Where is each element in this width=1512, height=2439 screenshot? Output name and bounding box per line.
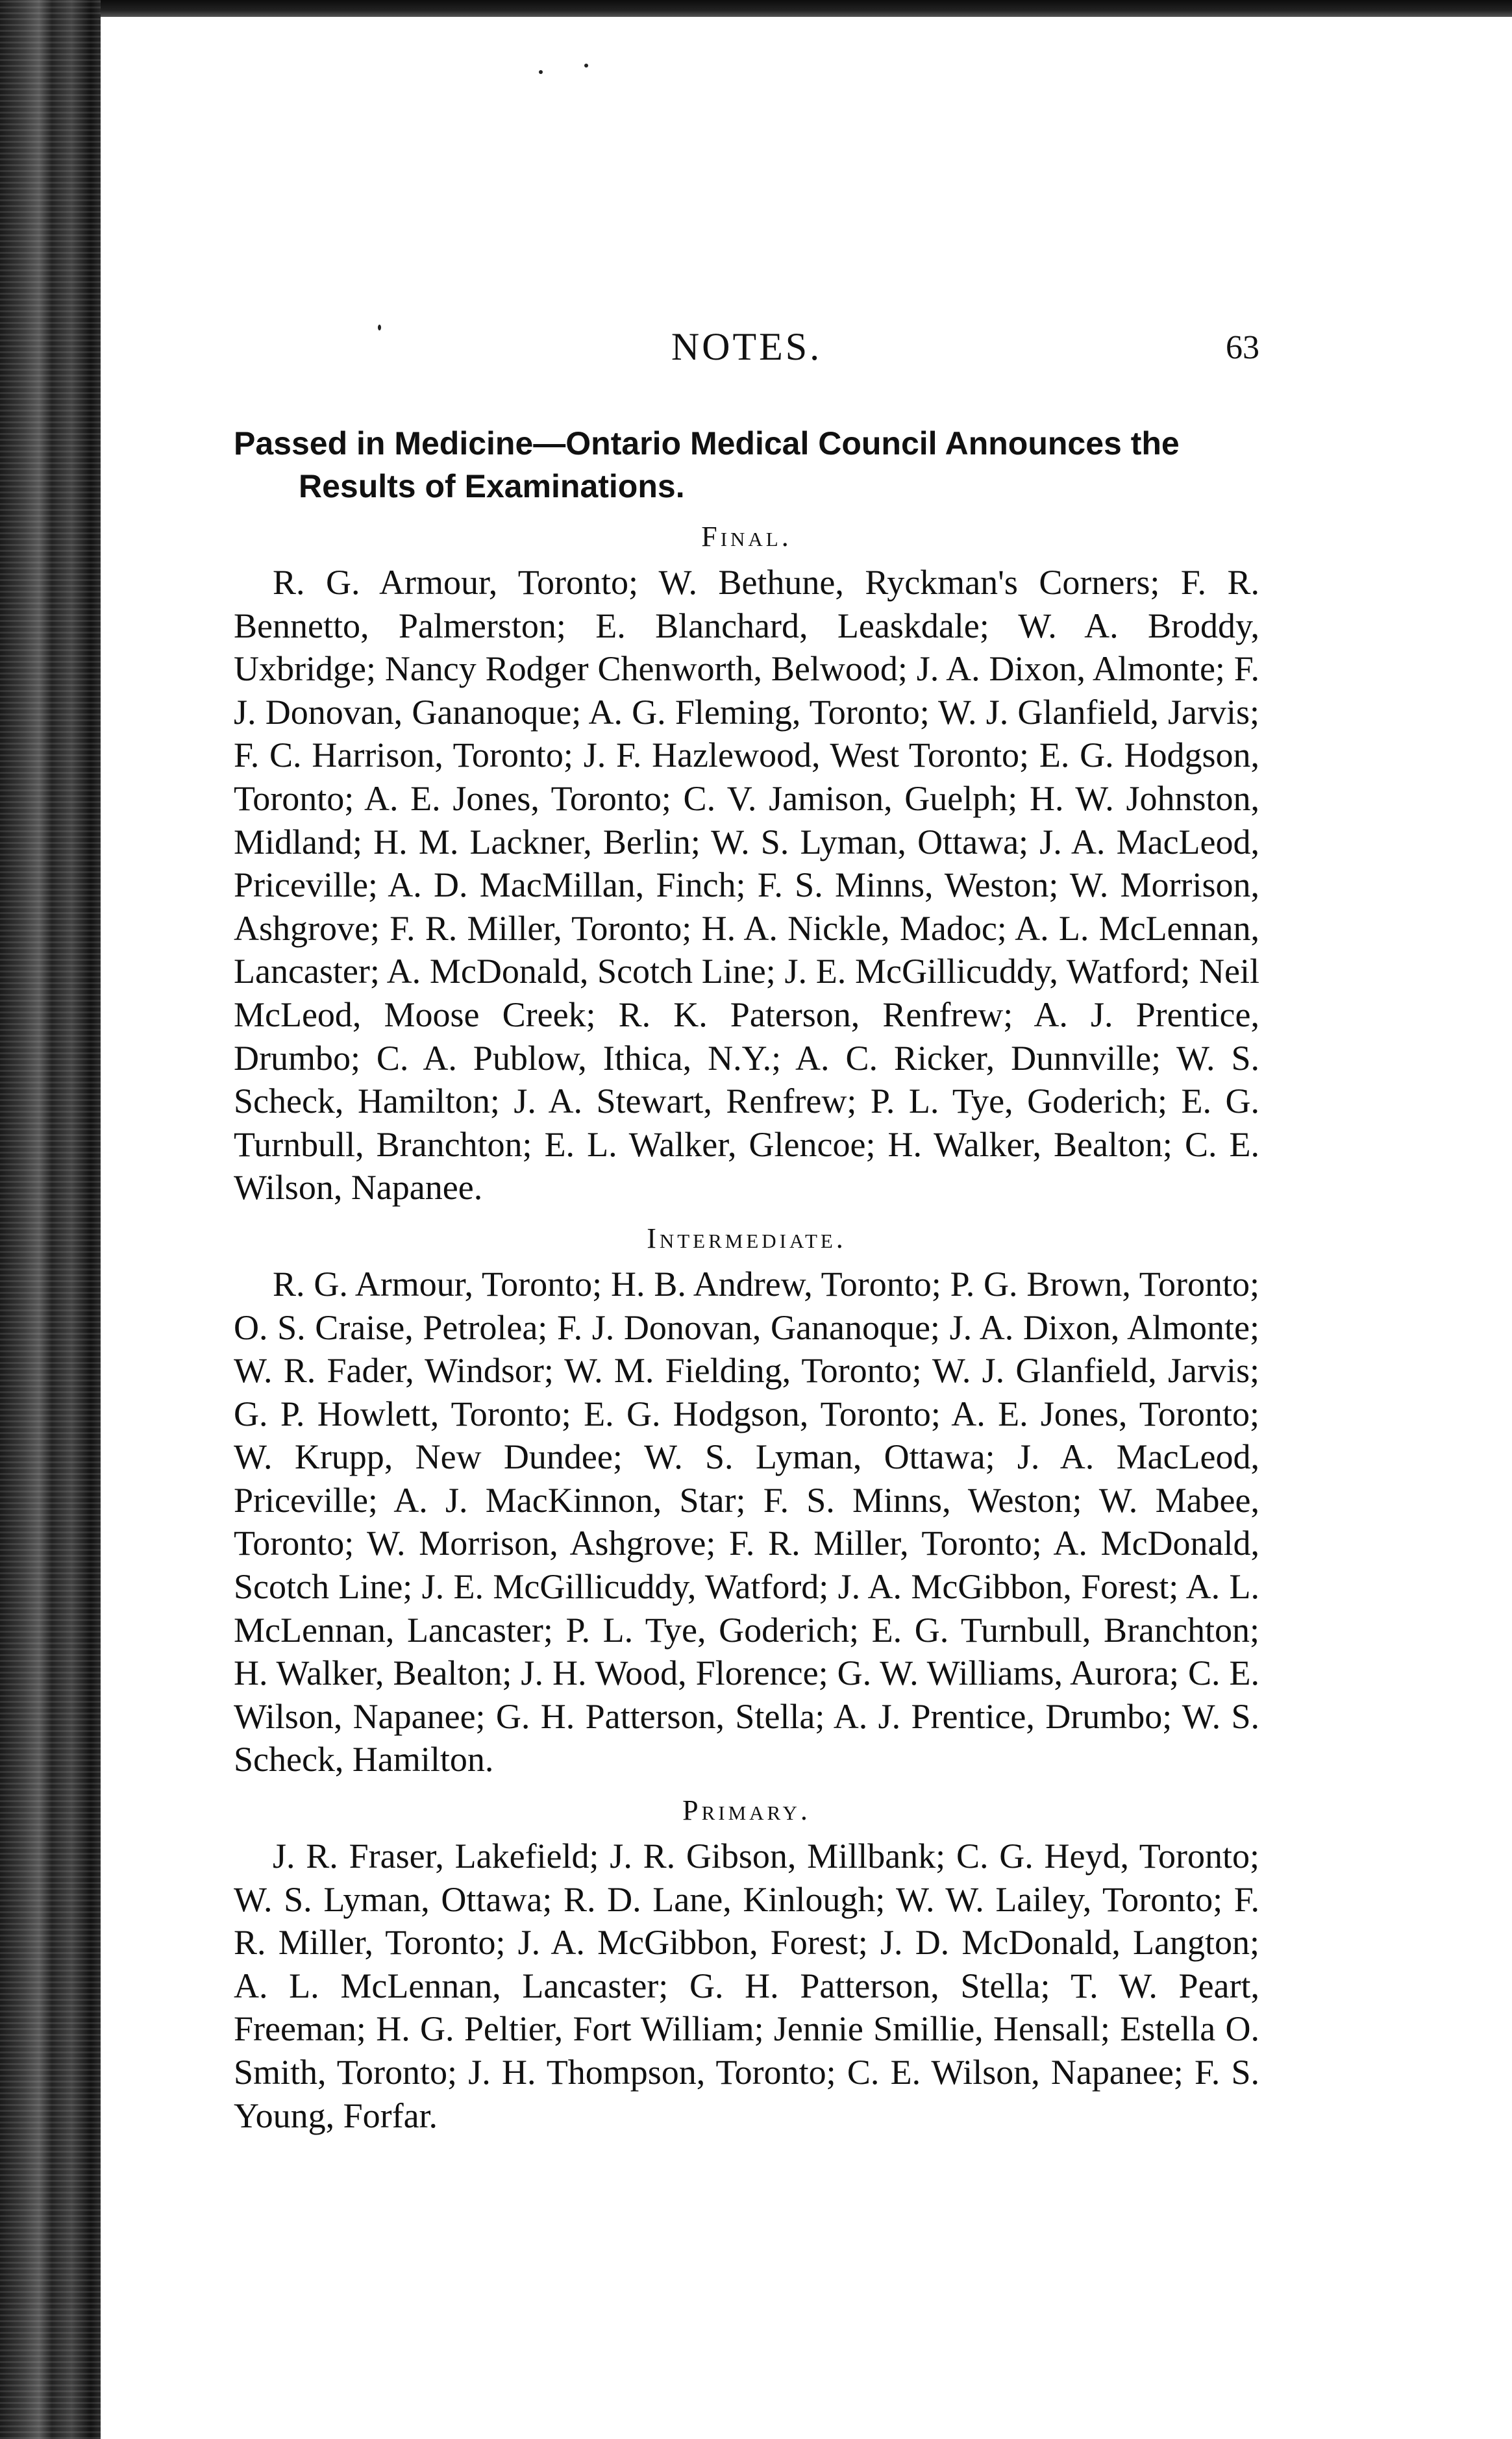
results-list-intermediate: R. G. Armour, Toronto; H. B. Andrew, Toronto; P. G. Brown, Toronto; O. S. Craise, Petrolea; F. J. Donovan, Gananoque; J. A. Dixon, Almonte; W. R. Fader, Windsor; W. M. Fielding, Toronto; W. J. Glanfield, Jarvis; G. P. Howlett, Toronto; E. G. Hodgson, Toronto; A. E. Jones, Toronto; W. Krupp, New Dundee; W. S. Lyman, Ottawa; J. A. MacLeod, Priceville; A. J. MacKinnon, Star; F. S. Minns, Weston; W. Mabee, Toronto; W. Morrison, Ashgrove; F. R. Miller, Toronto; A. McDonald, Scotch Line; J. E. McGillicuddy, Watford; J. A. McGibbon, Forest; A. L. McLennan, Lancaster; P. L. Tye, Goderich; E. G. Turnbull, Branchton; H. Walker, Bealton; J. H. Wood, Florence; G. W. Williams, Aurora; C. E. Wilson, Napanee; G. H. Patterson, Stella; A. J. Prentice, Drumbo; W. S. Scheck, Hamilton. xyxy=(234,1264,1259,1779)
section-intermediate xyxy=(234,1219,1259,1781)
results-list-final: R. G. Armour, Toronto; W. Bethune, Ryckman's Corners; F. R. Bennetto, Palmerston; E. Blanchard, Leaskdale; W. A. Broddy, Uxbridge; Nancy Rodger Chenworth, Belwood; J. A. Dixon, Almonte; F. J. Donovan, Gananoque; A. G. Fleming, Toronto; W. J. Glanfield, Jarvis; F. C. Harrison, Toronto; J. F. Hazlewood, West Toronto; E. G. Hodgson, Toronto; A. E. Jones, Toronto; C. V. Jamison, Guelph; H. W. Johnston, Midland; H. M. Lackner, Berlin; W. S. Lyman, Ottawa; J. A. MacLeod, Priceville; A. D. MacMillan, Finch; F. S. Minns, Weston; W. Morrison, Ashgrove; F. R. Miller, Toronto; H. A. Nickle, Madoc; A. L. McLennan, Lancaster; A. McDonald, Scotch Line; J. E. McGillicuddy, Watford; Neil McLeod, Moose Creek; R. K. Paterson, Renfrew; A. J. Prentice, Drumbo; C. A. Publow, Ithica, N.Y.; A. C. Ricker, Dunnville; W. S. Scheck, Hamilton; J. A. Stewart, Renfrew; P. L. Tye, Goderich; E. G. Turnbull, Branchton; E. L. Walker, Glencoe; H. Walker, Bealton; C. E. Wilson, Napanee. xyxy=(234,563,1259,1207)
dust-speck xyxy=(539,70,543,74)
section-title-final: Final. xyxy=(701,521,792,552)
section-final xyxy=(234,517,1259,1209)
section-title-primary: Primary. xyxy=(682,1794,811,1827)
section-title-intermediate: Intermediate. xyxy=(647,1222,847,1254)
running-head xyxy=(234,325,1259,383)
running-title: NOTES. xyxy=(671,325,823,368)
scan-top-edge xyxy=(0,0,1512,17)
page-number: 63 xyxy=(1226,329,1259,366)
book-page xyxy=(234,325,1259,2370)
scan-binding-texture xyxy=(0,0,101,2439)
article-heading: Passed in Medicine—Ontario Medical Council Announces the Results of Examinations. xyxy=(234,425,1180,504)
dust-speck xyxy=(584,64,588,68)
results-list-primary: J. R. Fraser, Lakefield; J. R. Gibson, Millbank; C. G. Heyd, Toronto; W. S. Lyman, Ottawa; R. D. Lane, Kinlough; W. W. Lailey, Toronto; F. R. Miller, Toronto; J. A. McGibbon, Forest; J. D. McDonald, Langton; A. L. McLennan, Lancaster; G. H. Patterson, Stella; T. W. Peart, Freeman; H. G. Peltier, Fort William; Jennie Smillie, Hensall; Estella O. Smith, Toronto; J. H. Thompson, Toronto; C. E. Wilson, Napanee; F. S. Young, Forfar. xyxy=(234,1837,1259,2135)
section-primary xyxy=(234,1790,1259,2137)
